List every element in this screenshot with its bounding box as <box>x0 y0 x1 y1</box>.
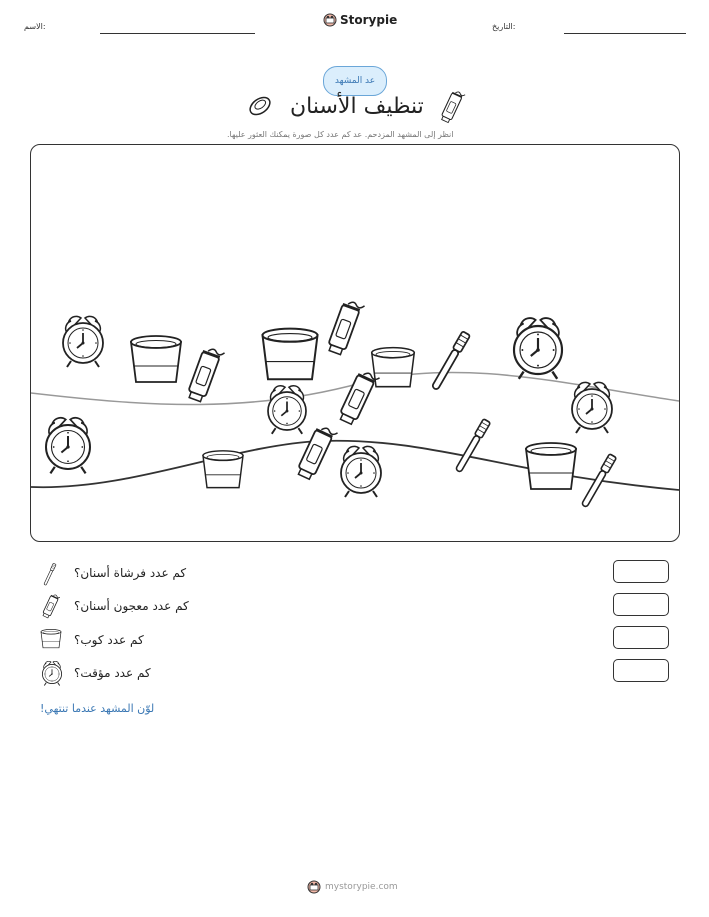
cup-icon <box>40 628 62 650</box>
brand-logo <box>323 13 397 27</box>
clock-icon <box>341 446 381 497</box>
question-toothpaste: كم عدد معجون أسنان؟ <box>74 599 189 613</box>
toothbrush-icon <box>455 419 491 473</box>
color-note: لوّن المشهد عندما تنتهي! <box>40 702 155 715</box>
clock-icon <box>63 316 103 367</box>
toothbrush-icon <box>431 331 471 391</box>
answer-box-toothbrush[interactable] <box>613 560 669 583</box>
toothpaste-icon <box>40 594 60 620</box>
toothpaste-icon <box>186 346 224 404</box>
toothbrush-icon <box>581 454 617 508</box>
site-footer <box>307 880 398 894</box>
page-title: تنظيف الأسنان <box>290 94 424 119</box>
clock-icon <box>514 318 562 379</box>
cup-icon <box>372 348 415 387</box>
question-clock: كم عدد مؤقت؟ <box>74 666 151 680</box>
toothpaste-icon <box>326 299 364 357</box>
date-label: التاريخ: <box>492 22 516 31</box>
question-cup: كم عدد كوب؟ <box>74 633 144 647</box>
storypie-logo-icon <box>307 880 321 894</box>
answer-box-cup[interactable] <box>613 626 669 649</box>
name-line[interactable] <box>100 33 255 34</box>
instructions-text: انظر إلى المشهد المزدحم. عد كم عدد كل صورة يمكنك العثور عليها. <box>227 130 454 139</box>
clock-icon <box>46 418 90 474</box>
cup-icon <box>526 443 576 489</box>
storypie-logo-icon <box>323 13 337 27</box>
toothbrush-icon <box>40 561 60 587</box>
answer-box-clock[interactable] <box>613 659 669 682</box>
toothpaste-icon <box>338 369 380 427</box>
brand-name: Storypie <box>340 13 398 27</box>
cup-icon <box>263 329 318 380</box>
toothpaste-title-icon <box>436 90 466 126</box>
soap-title-icon <box>245 92 275 120</box>
question-toothbrush: كم عدد فرشاة أسنان؟ <box>74 566 187 580</box>
name-label: الاسم: <box>24 22 46 31</box>
site-url: mystorypie.com <box>325 882 398 892</box>
cup-icon <box>131 336 181 382</box>
activity-badge: عد المشهد <box>323 66 387 96</box>
clock-icon <box>268 386 306 434</box>
scene-drawing <box>31 145 679 541</box>
clock-icon <box>40 661 64 687</box>
cup-icon <box>203 451 243 488</box>
counting-scene <box>30 144 680 542</box>
answer-box-toothpaste[interactable] <box>613 593 669 616</box>
clock-icon <box>572 382 612 433</box>
date-line[interactable] <box>564 33 686 34</box>
